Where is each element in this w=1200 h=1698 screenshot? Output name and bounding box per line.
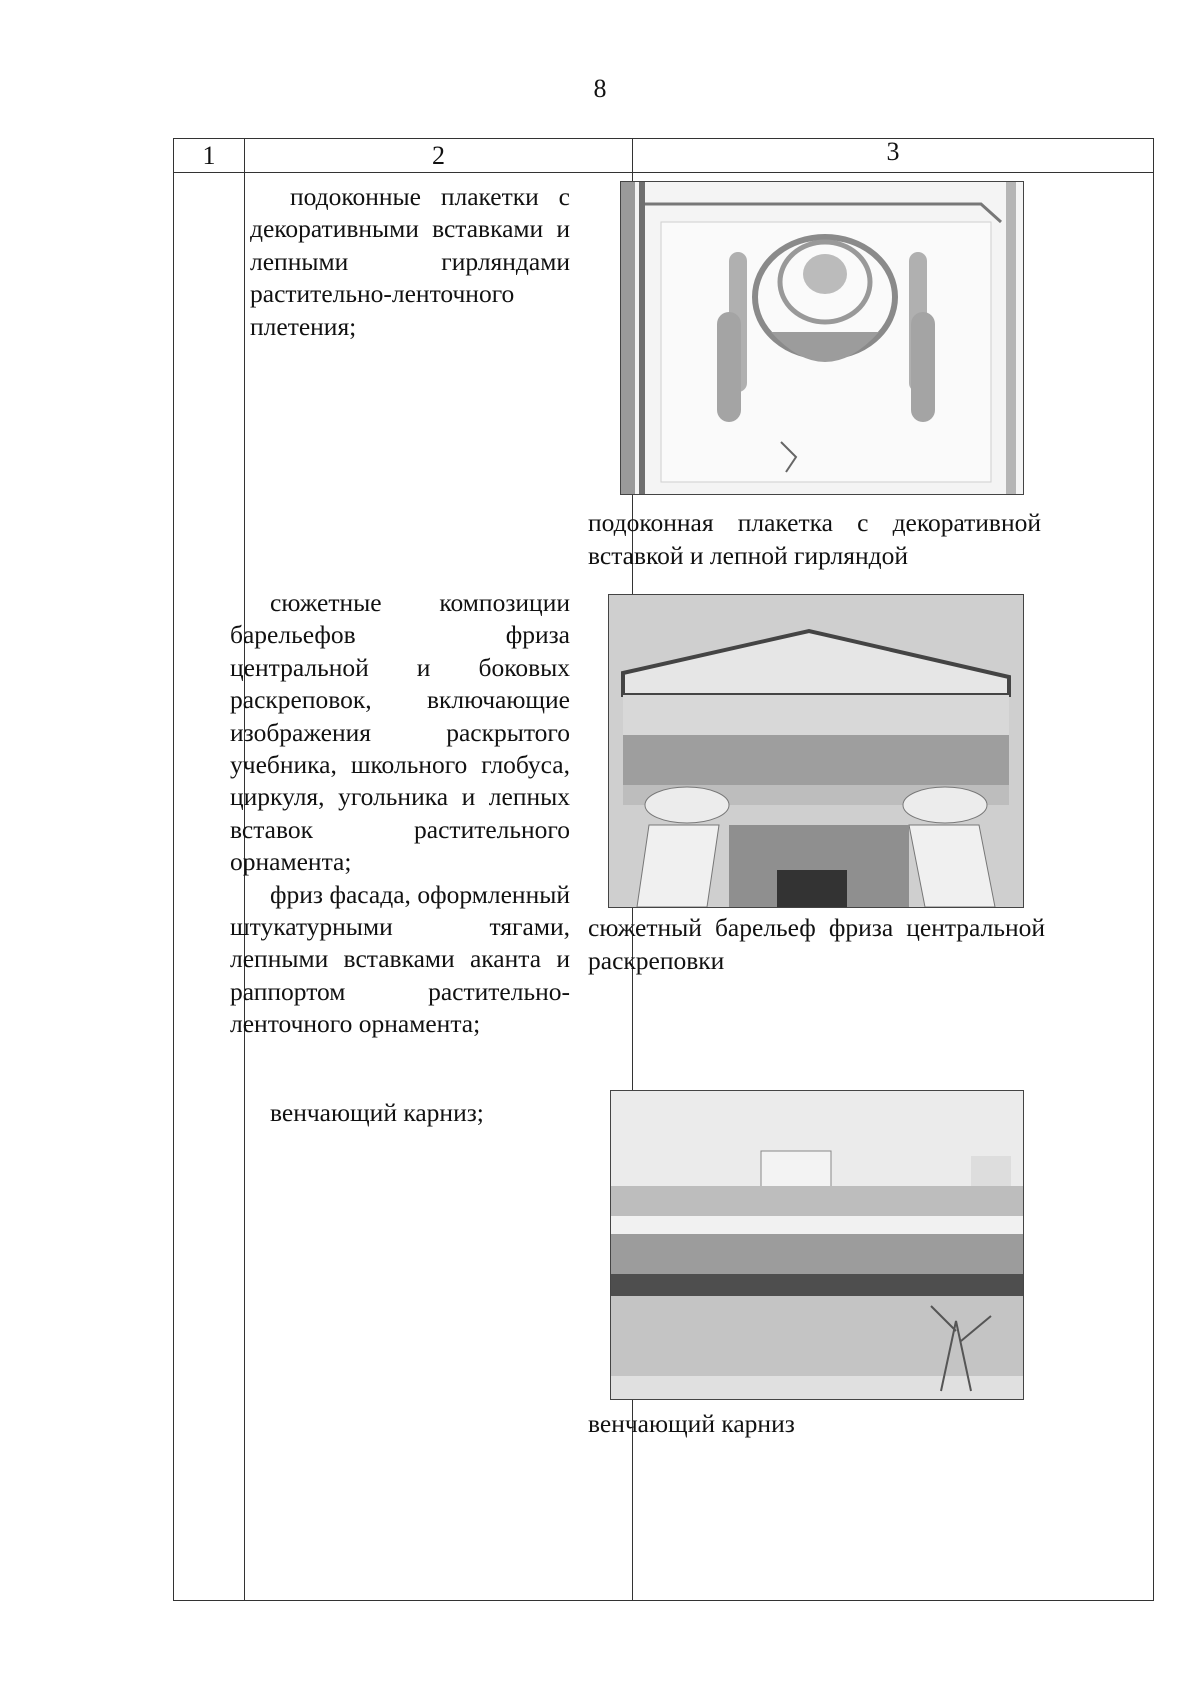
- item-description-cornice: [230, 1097, 570, 1129]
- bas-relief-frieze-photo: [608, 594, 1024, 908]
- window-plaque-photo: [620, 181, 1024, 495]
- column-header-3: 3: [633, 139, 1154, 173]
- description-paragraph: венчающий карниз;: [270, 1098, 484, 1127]
- photo-caption: сюжетный барельеф фриза центральной раскреповки: [588, 913, 1045, 975]
- page-number: 8: [593, 74, 607, 103]
- table-header-row: [174, 139, 1154, 173]
- item-description-plaques: [250, 181, 570, 343]
- item-description-bas-reliefs: [230, 587, 570, 1041]
- description-paragraph: фриз фасада, оформленный штукатурными тягами, лепными вставками аканта и раппортом растительно-ленточного орнамента;: [230, 879, 570, 1039]
- photo-caption: венчающий карниз: [588, 1409, 795, 1438]
- description-paragraph: подоконные плакетки с декоративными вставками и лепными гирляндами растительно-ленточного плетения;: [250, 182, 570, 341]
- column-header-1: 1: [174, 139, 245, 173]
- cornice-photo: [610, 1090, 1024, 1400]
- description-paragraph: сюжетные композиции барельефов фриза центральной и боковых раскреповок, включающие изображения раскрытого учебника, школьного глобуса, циркуля, угольника и лепных вставок растительного орнамента;: [230, 588, 570, 877]
- column-header-2: 2: [245, 139, 633, 173]
- photo-caption: подоконная плакетка с декоративной вставкой и лепной гирляндой: [588, 508, 1041, 570]
